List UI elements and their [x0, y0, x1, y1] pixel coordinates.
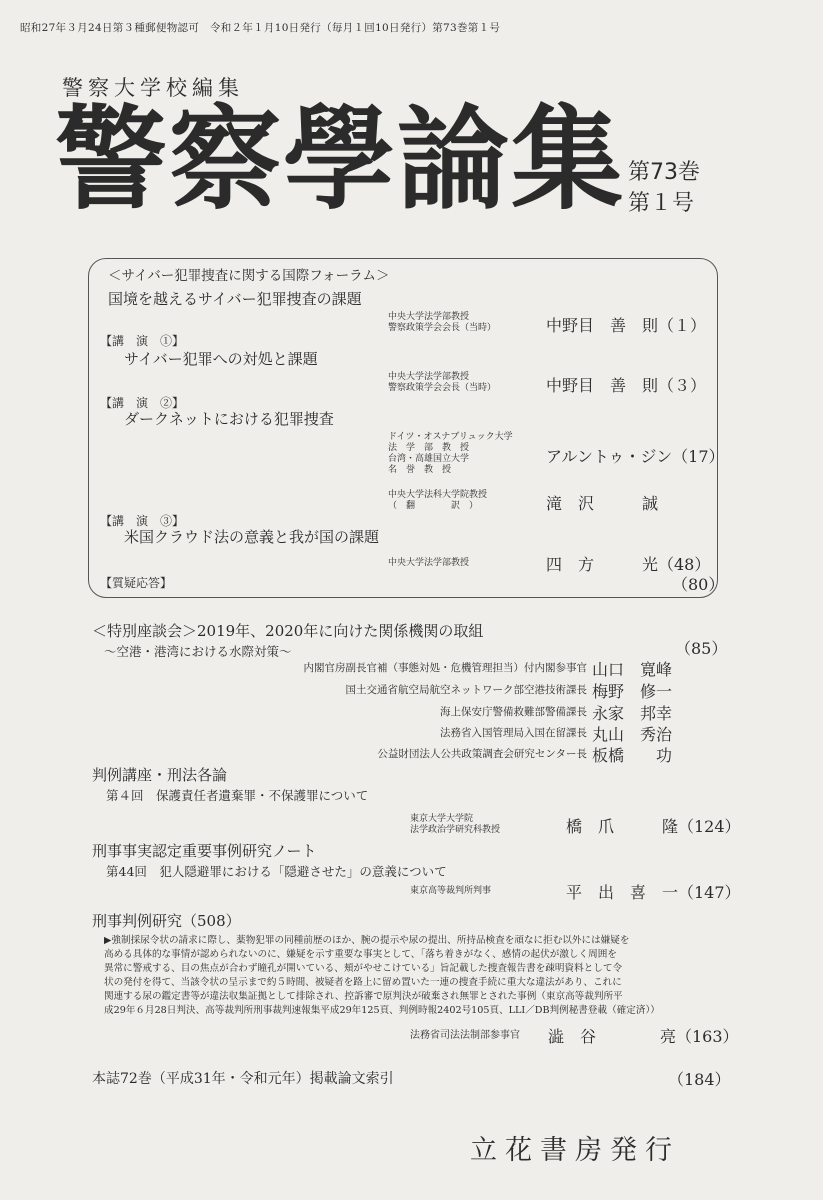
author-name: アルントゥ・ジン（17）	[546, 447, 725, 466]
section-title: 刑事事実認定重要事例研究ノート	[92, 842, 317, 860]
case-summary-line: 高める具体的な事情が認められないのに、嫌疑を示す重要な事実として、「落ち着きがなく、感情の起伏が激しく周囲を	[104, 949, 617, 960]
lecture-label: 【講 演 ②】	[100, 396, 185, 410]
lecture-title: サイバー犯罪への対処と課題	[124, 350, 318, 368]
volume-number: 第73巻	[628, 160, 700, 185]
forum-header: ＜サイバー犯罪捜査に関する国際フォーラム＞	[108, 268, 390, 284]
participant-name: 山口 寛峰	[592, 660, 673, 679]
translator-name: 滝 沢 誠	[546, 494, 659, 513]
author-affiliation: 法務省司法法制部参事官	[410, 1030, 520, 1041]
participant-affiliation: 法務省入国管理局入国在留課長	[440, 727, 587, 739]
section-subtitle: 第44回 犯人隠避罪における「隠避させた」の意義について	[106, 864, 447, 879]
author-affiliation: 法 学 部 教 授	[388, 443, 470, 453]
author-affiliation: 中央大学法学部教授	[388, 372, 470, 382]
author-name: 中野目 善 則（３）	[546, 376, 707, 395]
case-summary-line: 関連する尿の鑑定書等が違法収集証拠として排除され、控訴審で原判決が破棄され無罪とされた事例（東京高等裁判所平	[104, 991, 623, 1002]
participant-name: 板橋 功	[592, 746, 673, 765]
author-name: 橋 爪 隆（124）	[566, 817, 741, 836]
section-title: 判例講座・刑法各論	[92, 766, 228, 784]
author-affiliation: （ 翻 訳 ）	[388, 501, 479, 511]
publication-info: 昭和27年３月24日第３種郵便物認可 令和２年１月10日発行（毎月１回10日発行）第73巻第１号	[20, 22, 501, 34]
author-affiliation: 中央大学法学部教授	[388, 558, 470, 568]
participant-affiliation: 公益財団法人公共政策調査会研究センター長	[377, 748, 587, 760]
case-summary-line: 状の発付を得て、当該令状の呈示まで約５時間、被疑者を路上に留め置いた一連の捜査手続に重大な違法があり、これに	[104, 977, 622, 988]
lecture-title: ダークネットにおける犯罪捜査	[124, 410, 334, 428]
index-page: （184）	[668, 1070, 731, 1089]
qa-label: 【質疑応答】	[100, 576, 173, 590]
publisher: 立花書房発行	[470, 1135, 680, 1166]
author-name: 澁 谷 亮（163）	[548, 1027, 739, 1046]
lecture-label: 【講 演 ①】	[100, 334, 185, 348]
case-summary-line: 成29年６月28日判決、高等裁判所刑事裁判速報集平成29年125頁、判例時報2402号105頁、LLI／DB判例秘書登載（確定済））	[104, 1005, 660, 1016]
author-affiliation: 中央大学法科大学院教授	[388, 490, 488, 500]
section-subtitle: 第４回 保護責任者遺棄罪・不保護罪について	[106, 788, 369, 803]
author-name: 平 出 喜 一（147）	[566, 883, 741, 902]
journal-title: 警察學論集	[55, 94, 625, 225]
participant-name: 永家 邦幸	[592, 704, 673, 723]
author-affiliation: 警察政策学会会長（当時）	[388, 323, 497, 333]
forum-title: 国境を越えるサイバー犯罪捜査の課題	[108, 290, 362, 308]
roundtable-title: ＜特別座談会＞2019年、2020年に向けた関係機関の取組	[92, 622, 484, 640]
author-name: 中野目 善 則（１）	[546, 316, 707, 335]
participant-affiliation: 海上保安庁警備救難部警備課長	[440, 706, 587, 718]
index-title: 本誌72巻（平成31年・令和元年）掲載論文索引	[92, 1071, 394, 1087]
participant-name: 丸山 秀治	[592, 725, 673, 744]
case-summary-line: ▶強制採尿令状の請求に際し、薬物犯罪の同種前歴のほか、腕の提示や尿の提出、所持品検査を頑なに拒む以外には嫌疑を	[104, 935, 630, 946]
author-affiliation: 警察政策学会会長（当時）	[388, 383, 497, 393]
author-name: 四 方 光（48）	[546, 555, 711, 574]
lecture-title: 米国クラウド法の意義と我が国の課題	[124, 528, 380, 546]
participant-affiliation: 国土交通省航空局航空ネットワーク部空港技術課長	[345, 684, 587, 696]
author-affiliation: ドイツ・オスナブリュック大学	[388, 432, 513, 442]
participant-name: 梅野 修一	[592, 682, 673, 701]
case-summary-line: 異常に警戒する、目の焦点が合わず瞳孔が開いている、頬がやせこけている」旨記載した捜査報告書を疎明資料として令	[104, 963, 623, 974]
author-affiliation: 東京高等裁判所判事	[410, 886, 492, 896]
case-summary	[104, 934, 660, 1018]
section-title: 刑事判例研究（508）	[92, 912, 241, 930]
participant-affiliation: 内閣官房副長官補（事態対処・危機管理担当）付内閣参事官	[303, 662, 587, 674]
author-affiliation: 名 誉 教 授	[388, 465, 452, 475]
lecture-label: 【講 演 ③】	[100, 514, 185, 528]
author-affiliation: 台湾・高雄国立大学	[388, 454, 470, 464]
author-affiliation: 法学政治学研究科教授	[410, 825, 501, 835]
qa-page: （80）	[672, 575, 725, 594]
issue-number: 第１号	[628, 191, 695, 216]
roundtable-page: （85）	[675, 639, 728, 658]
author-affiliation: 中央大学法学部教授	[388, 312, 470, 322]
editor-credit: 警察大学校編集	[62, 76, 244, 100]
author-affiliation: 東京大学大学院	[410, 814, 474, 824]
roundtable-subtitle: ～空港・港湾における水際対策～	[104, 644, 292, 659]
